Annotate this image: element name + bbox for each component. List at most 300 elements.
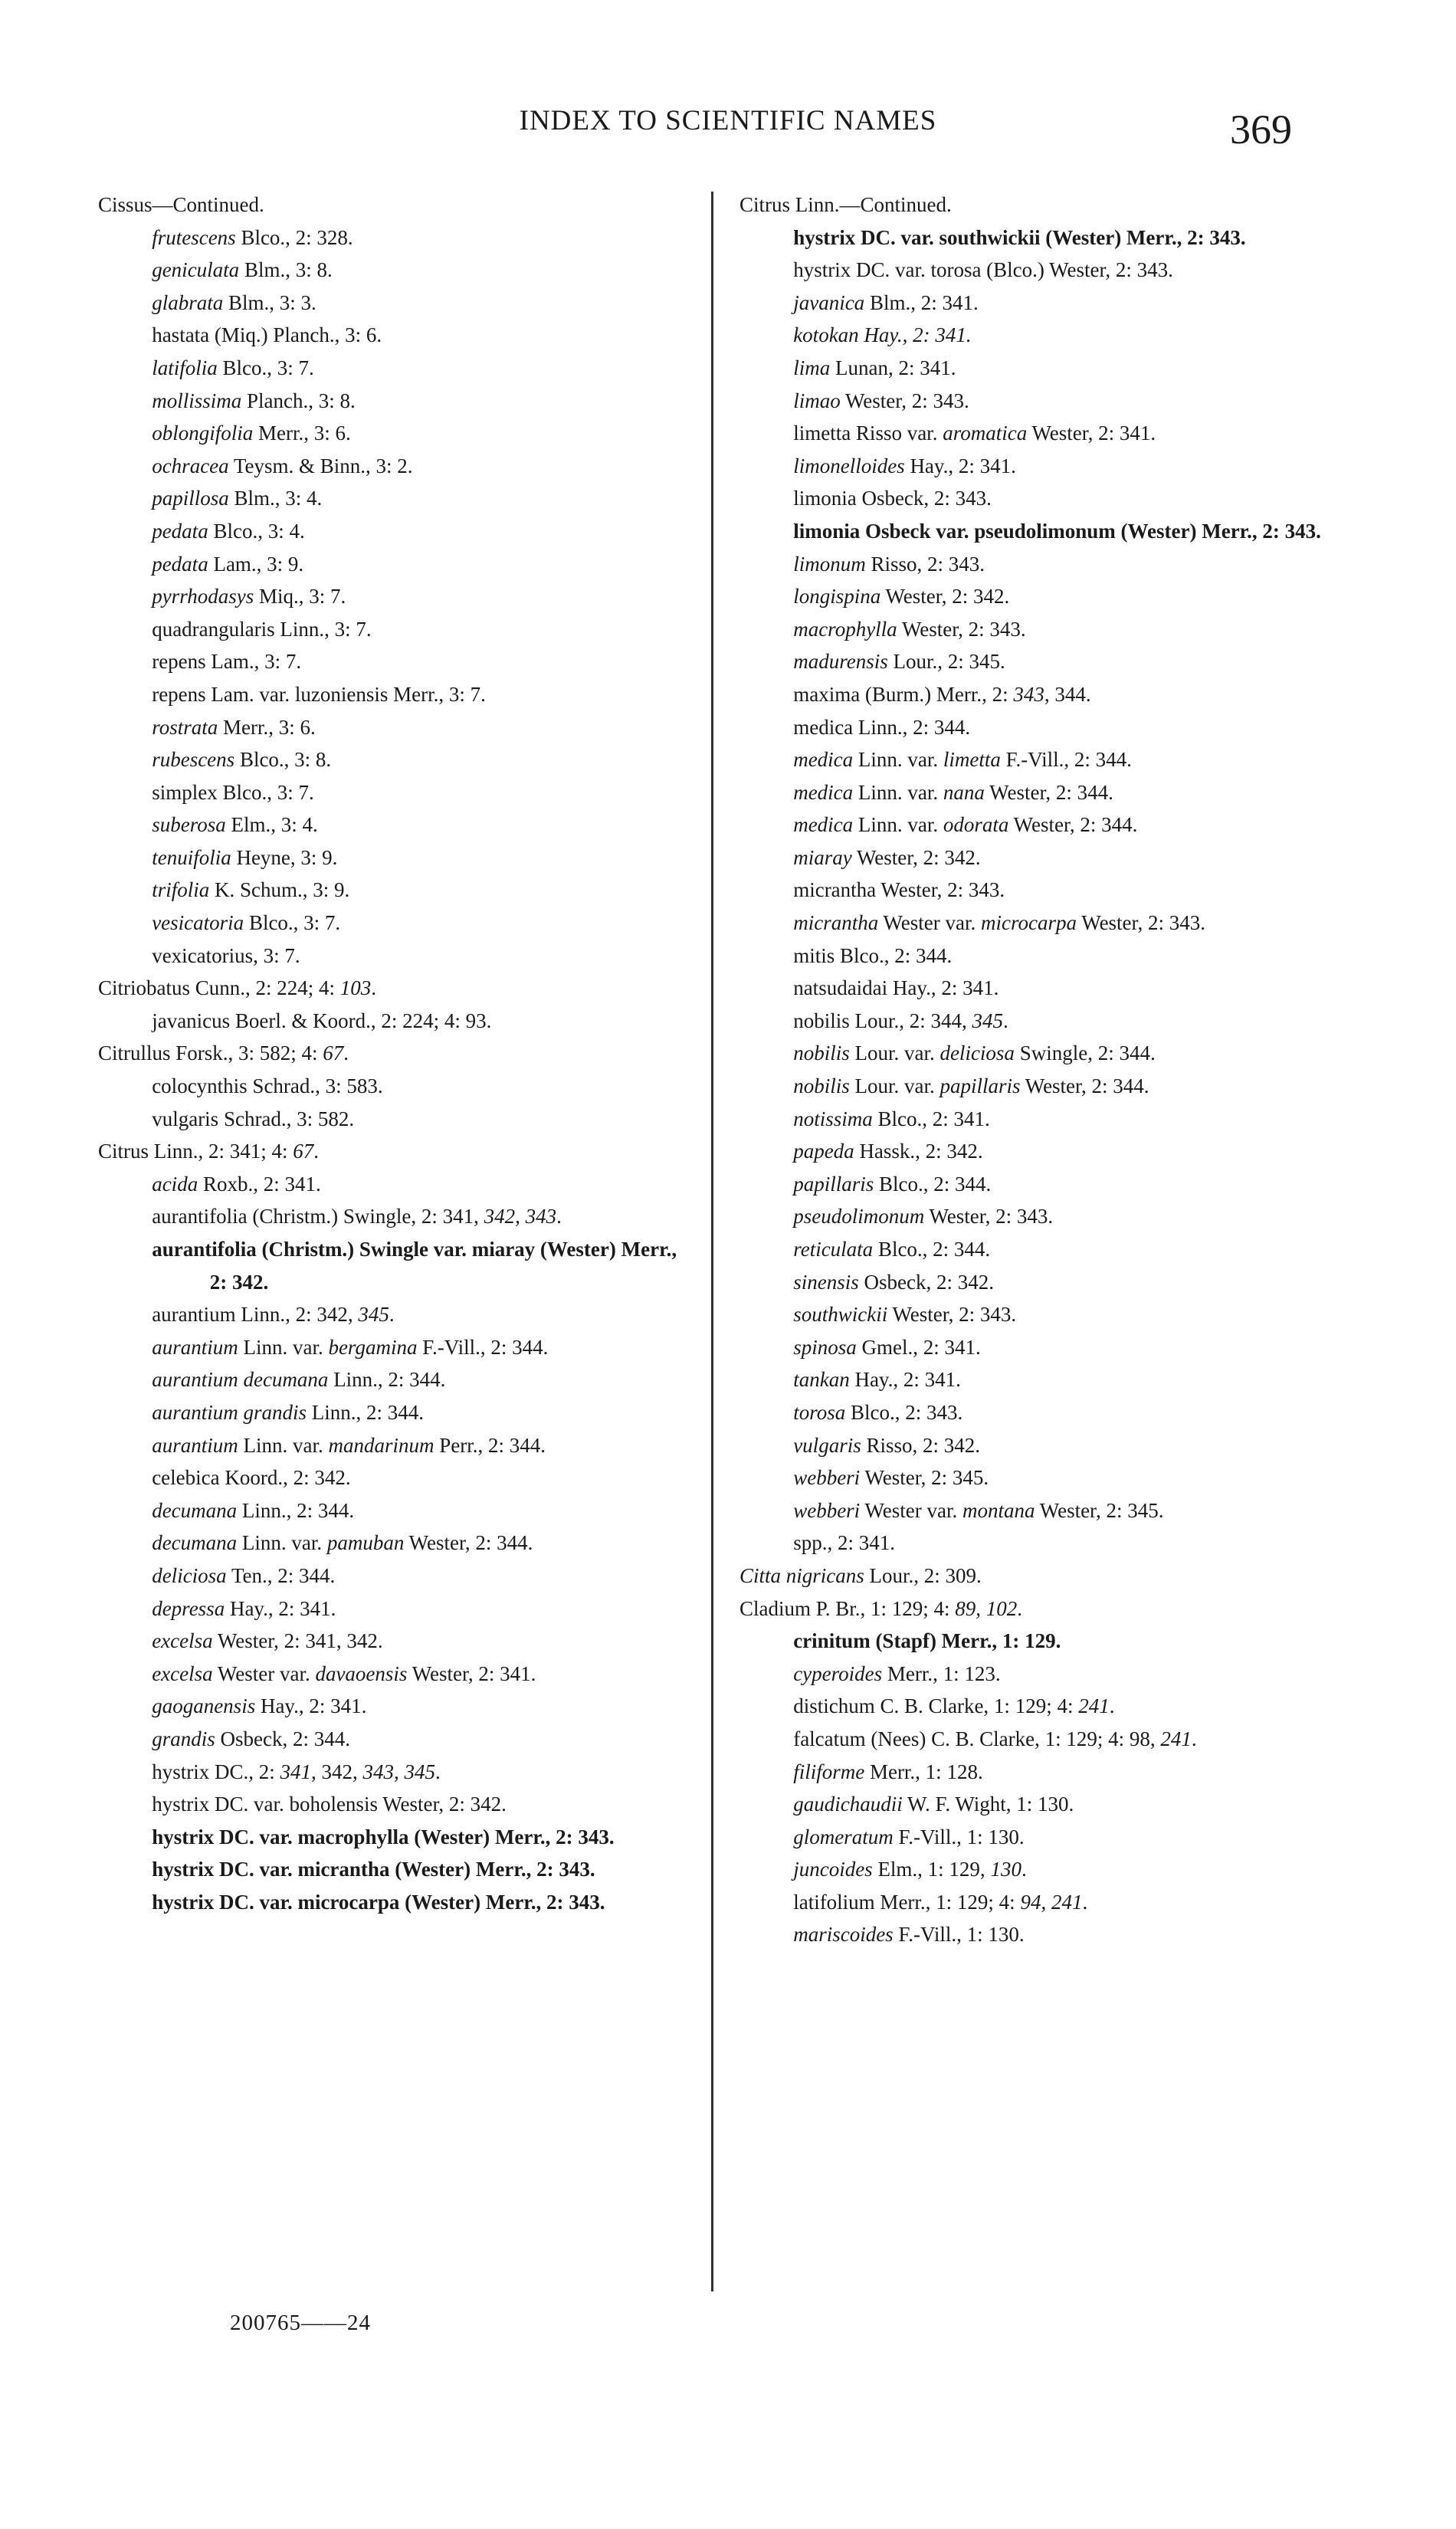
entry-text: Citta nigricans <box>739 1563 864 1587</box>
entry-text: macrophylla <box>793 617 897 641</box>
entry-text: southwickii <box>793 1303 888 1327</box>
entry-text: . <box>1082 1890 1088 1914</box>
index-entry <box>739 287 1337 320</box>
index-entry <box>739 580 1337 613</box>
entry-text: 241 <box>1078 1694 1110 1718</box>
entry-text: hystrix DC. var. southwickii (Wester) Merr., 2: 343. <box>793 225 1246 249</box>
entry-text: aurantifolia (Christm.) Swingle, 2: 341, <box>152 1205 484 1228</box>
entry-text: papillaris <box>793 1172 874 1196</box>
index-entry <box>98 711 696 744</box>
index-entry-genus <box>739 1593 1337 1625</box>
index-entry <box>739 1625 1337 1658</box>
entry-text: bergamina <box>328 1335 418 1359</box>
entry-text: Gmel., 2: 341. <box>856 1335 981 1359</box>
entry-text: latifolia <box>152 356 218 379</box>
entry-text: 94, 241 <box>1020 1890 1083 1914</box>
entry-text: Linn. var. <box>853 748 943 772</box>
entry-text: glomeratum <box>793 1825 894 1848</box>
entry-text: . <box>343 1041 349 1065</box>
entry-text: gaoganensis <box>152 1694 256 1718</box>
entry-text: cyperoides <box>793 1661 883 1685</box>
entry-text: 67 <box>293 1140 314 1163</box>
entry-text: microcarpa <box>981 911 1077 935</box>
entry-text: gaudichaudii <box>793 1793 903 1816</box>
entry-text: 67 <box>323 1041 344 1065</box>
index-entry <box>98 1200 696 1233</box>
index-entry <box>739 1853 1337 1886</box>
entry-text: limetta <box>943 748 1001 772</box>
entry-text: vesicatoria <box>152 911 244 935</box>
index-entry <box>98 1658 696 1691</box>
entry-text: oblongifolia <box>152 422 254 445</box>
entry-text: . <box>313 1140 320 1163</box>
entry-text: Citrus Linn.—Continued. <box>739 193 952 216</box>
entry-text: Perr., 2: 344. <box>434 1433 546 1457</box>
entry-text: falcatum (Nees) C. B. Clarke, 1: 129; 4: 98, <box>793 1727 1161 1750</box>
entry-text: Citrullus Forsk., 3: 582; 4: <box>98 1041 323 1065</box>
index-entry <box>739 1266 1337 1299</box>
entry-text: latifolium Merr., 1: 129; 4: <box>793 1890 1021 1914</box>
entry-text: spinosa <box>793 1335 857 1359</box>
entry-text: Osbeck, 2: 344. <box>215 1727 350 1750</box>
entry-text: limonelloides <box>793 454 905 477</box>
entry-text: W. F. Wight, 1: 130. <box>902 1793 1074 1816</box>
entry-text: mitis Blco., 2: 344. <box>793 943 953 967</box>
entry-text: longispina <box>793 585 881 608</box>
entry-text: . <box>371 976 377 1000</box>
index-entry <box>739 482 1337 515</box>
entry-text: 241 <box>1160 1727 1192 1750</box>
index-entry <box>739 972 1337 1005</box>
entry-text: . <box>1191 1727 1197 1750</box>
index-entry <box>739 940 1337 973</box>
entry-text: Planch., 3: 8. <box>241 389 356 412</box>
index-entry <box>98 385 696 418</box>
entry-text: Lour. var. <box>849 1074 940 1098</box>
entry-text: lima <box>793 356 831 379</box>
index-entry <box>739 1200 1337 1233</box>
entry-text: excelsa <box>152 1629 213 1653</box>
index-entry <box>739 1429 1337 1462</box>
entry-text: Merr., 3: 6. <box>253 422 351 445</box>
index-entry <box>98 1625 696 1658</box>
index-entry <box>98 515 696 548</box>
entry-text: colocynthis Schrad., 3: 583. <box>152 1074 383 1098</box>
index-entry <box>739 1658 1337 1691</box>
entry-text: Lunan, 2: 341. <box>830 356 956 379</box>
entry-text: Blm., 3: 8. <box>239 258 333 282</box>
index-entry <box>98 1461 696 1494</box>
entry-text: Risso, 2: 343. <box>865 552 985 576</box>
index-entry <box>739 1363 1337 1396</box>
entry-text: Blm., 2: 341. <box>864 290 979 314</box>
entry-text: nobilis <box>793 1041 850 1065</box>
index-entry <box>98 1429 696 1462</box>
entry-text: Wester, 2: 342. <box>851 845 981 869</box>
index-entry <box>739 1756 1337 1789</box>
index-entry <box>739 1135 1337 1168</box>
index-entry <box>98 940 696 973</box>
entry-text: medica Linn., 2: 344. <box>793 715 971 739</box>
entry-text: depressa <box>152 1596 225 1620</box>
entry-text: Linn., 2: 344. <box>306 1400 424 1424</box>
entry-text: Linn., 2: 344. <box>237 1498 355 1522</box>
entry-text: Wester, 2: 343. <box>897 617 1026 641</box>
index-entry-genus <box>98 189 696 221</box>
entry-text: . <box>556 1205 562 1228</box>
entry-text: , 342, <box>310 1760 363 1783</box>
index-entry <box>739 1103 1337 1136</box>
entry-text: Osbeck, 2: 342. <box>858 1270 994 1294</box>
entry-text: hystrix DC. var. macrophylla (Wester) Merr., 2: 343. <box>152 1825 615 1848</box>
entry-text: Wester, 2: 345. <box>860 1466 989 1490</box>
entry-text: Swingle, 2: 344. <box>1014 1041 1156 1065</box>
index-entry <box>739 1723 1337 1756</box>
entry-text: K. Schum., 3: 9. <box>209 878 350 902</box>
index-entry <box>98 221 696 254</box>
entry-text: madurensis <box>793 650 888 674</box>
entry-text: Blco., 2: 344. <box>874 1172 992 1196</box>
index-entry <box>98 645 696 678</box>
index-entry-genus <box>98 1037 696 1070</box>
entry-text: . <box>1002 1009 1008 1032</box>
entry-text: Linn. var. <box>237 1531 327 1555</box>
index-entry <box>98 809 696 841</box>
index-entry <box>98 254 696 287</box>
entry-text: trifolia <box>152 878 210 902</box>
entry-text: mandarinum <box>328 1433 435 1457</box>
entry-text: . <box>1109 1694 1115 1718</box>
entry-text: Risso, 2: 342. <box>861 1433 980 1457</box>
entry-text: sinensis <box>793 1270 859 1294</box>
index-entry <box>739 841 1337 874</box>
index-entry <box>98 1103 696 1136</box>
index-entry <box>739 319 1337 352</box>
index-entry <box>739 352 1337 385</box>
entry-text: Linn. var. <box>853 813 943 837</box>
index-entry <box>98 1690 696 1723</box>
entry-text: kotokan Hay., 2: 341. <box>793 323 972 347</box>
index-entry <box>739 254 1337 287</box>
index-entry-genus <box>98 972 696 1005</box>
entry-text: aurantium decumana <box>152 1368 329 1392</box>
index-entry <box>739 645 1337 678</box>
index-entry <box>98 613 696 646</box>
entry-text: Wester, 2: 341. <box>1027 422 1156 445</box>
index-entry <box>98 1331 696 1364</box>
entry-text: Hassk., 2: 342. <box>854 1140 983 1163</box>
entry-text: 130 <box>990 1858 1021 1881</box>
entry-text: davaoensis <box>315 1661 408 1685</box>
entry-text: Merr., 1: 128. <box>864 1760 983 1783</box>
index-entry <box>98 1070 696 1103</box>
index-entry <box>739 1396 1337 1429</box>
entry-text: quadrangularis Linn., 3: 7. <box>152 617 372 641</box>
entry-text: pseudolimonum <box>793 1205 925 1228</box>
entry-text: Wester, 2: 342. <box>880 585 1010 608</box>
entry-text: , 344. <box>1044 682 1091 706</box>
entry-text: maxima (Burm.) Merr., 2: <box>793 682 1014 706</box>
entry-text: Hay., 2: 341. <box>225 1596 336 1620</box>
entry-text: medica <box>793 780 854 804</box>
entry-text: Linn. var. <box>238 1433 329 1457</box>
entry-text: aromatica <box>943 422 1028 445</box>
entry-text: Cladium P. Br., 1: 129; 4: <box>739 1596 956 1620</box>
entry-text: limetta Risso var. <box>793 422 943 445</box>
index-entry <box>98 580 696 613</box>
index-entry <box>739 1886 1337 1919</box>
entry-text: 343, 345 <box>362 1760 435 1783</box>
index-entry <box>739 1788 1337 1821</box>
entry-text: pedata <box>152 552 208 576</box>
index-entry <box>739 385 1337 418</box>
index-entry <box>739 1005 1337 1038</box>
entry-text: pyrrhodasys <box>152 585 254 608</box>
entry-text: Wester, 2: 343. <box>924 1205 1054 1228</box>
entry-text: Hay., 2: 341. <box>849 1368 961 1392</box>
entry-text: Blco., 2: 328. <box>235 225 353 249</box>
index-entry <box>98 417 696 450</box>
index-entry <box>739 809 1337 841</box>
entry-text: limonia Osbeck, 2: 343. <box>793 487 992 510</box>
entry-text: F.-Vill., 2: 344. <box>1000 748 1132 772</box>
entry-text: Wester, 2: 344. <box>1020 1074 1149 1098</box>
entry-text: aurantium Linn., 2: 342, <box>152 1303 359 1327</box>
entry-text: miaray <box>793 845 852 869</box>
entry-text: Blco., 2: 341. <box>872 1107 990 1130</box>
entry-text: repens Lam., 3: 7. <box>152 650 302 674</box>
entry-text: Linn. var. <box>853 780 943 804</box>
entry-text: acida <box>152 1172 198 1196</box>
index-column-right <box>739 189 1337 1951</box>
index-entry <box>739 743 1337 776</box>
entry-text: javanicus Boerl. & Koord., 2: 224; 4: 93. <box>152 1009 492 1032</box>
index-entry <box>739 874 1337 907</box>
entry-text: vulgaris Schrad., 3: 582. <box>152 1107 355 1130</box>
entry-text: Wester, 2: 345. <box>1035 1498 1164 1522</box>
entry-text: pedata <box>152 519 208 543</box>
entry-text: Blco., 2: 343. <box>845 1400 963 1424</box>
index-entry <box>98 1853 696 1886</box>
entry-text: Elm., 3: 4. <box>225 813 318 837</box>
index-entry <box>739 1233 1337 1266</box>
index-entry <box>98 352 696 385</box>
entry-text: decumana <box>152 1531 238 1555</box>
index-entry <box>739 548 1337 581</box>
entry-text: spp., 2: 341. <box>793 1531 895 1555</box>
index-entry <box>739 515 1337 548</box>
entry-text: micrantha Wester, 2: 343. <box>793 878 1005 902</box>
entry-text: aurantium <box>152 1433 238 1457</box>
entry-text: medica <box>793 748 854 772</box>
entry-text: hystrix DC. var. micrantha (Wester) Merr., 2: 343. <box>152 1858 595 1881</box>
index-entry-genus <box>739 189 1337 221</box>
entry-text: suberosa <box>152 813 226 837</box>
entry-text: . <box>435 1760 441 1783</box>
entry-text: Blco., 3: 8. <box>234 748 332 772</box>
entry-text: Merr., 3: 6. <box>218 715 316 739</box>
entry-text: webberi <box>793 1498 861 1522</box>
entry-text: Linn. var. <box>238 1335 329 1359</box>
index-entry <box>739 1070 1337 1103</box>
entry-text: F.-Vill., 1: 130. <box>893 1825 1025 1848</box>
entry-text: nobilis <box>793 1074 850 1098</box>
entry-text: mariscoides <box>793 1923 894 1947</box>
entry-text: vulgaris <box>793 1433 861 1457</box>
entry-text: Teysm. & Binn., 3: 2. <box>228 454 413 477</box>
entry-text: Blco., 2: 344. <box>873 1238 991 1261</box>
entry-text: . <box>389 1303 395 1327</box>
page-number: 369 <box>1230 107 1292 153</box>
entry-text: medica <box>793 813 854 837</box>
index-entry <box>739 1918 1337 1951</box>
entry-text: Blco., 3: 7. <box>217 356 314 379</box>
index-entry <box>739 1821 1337 1854</box>
index-entry <box>739 1494 1337 1527</box>
entry-text: Wester, 2: 341, 342. <box>212 1629 383 1653</box>
entry-text: montana <box>962 1498 1035 1522</box>
index-entry-genus <box>739 1560 1337 1593</box>
entry-text: Blco., 3: 4. <box>208 519 305 543</box>
entry-text: natsudaidai Hay., 2: 341. <box>793 976 999 1000</box>
entry-text: F.-Vill., 2: 344. <box>417 1335 549 1359</box>
index-entry <box>739 450 1337 483</box>
index-entry <box>98 287 696 320</box>
entry-text: hystrix DC. var. boholensis Wester, 2: 342. <box>152 1793 507 1816</box>
entry-text: aurantium grandis <box>152 1400 307 1424</box>
index-entry <box>98 907 696 940</box>
index-entry <box>739 613 1337 646</box>
entry-text: filiforme <box>793 1760 865 1783</box>
entry-text: Elm., 1: 129, <box>872 1858 991 1881</box>
entry-text: limonum <box>793 552 866 576</box>
entry-text: nobilis Lour., 2: 344, <box>793 1009 972 1032</box>
entry-text: excelsa <box>152 1661 213 1685</box>
entry-text: 345 <box>358 1303 389 1327</box>
index-entry <box>98 1821 696 1854</box>
entry-text: Wester var. <box>860 1498 962 1522</box>
entry-text: Lour., 2: 345. <box>887 650 1005 674</box>
entry-text: Cissus—Continued. <box>98 193 264 216</box>
entry-text: 342, 343 <box>484 1205 557 1228</box>
entry-text: juncoides <box>793 1858 873 1881</box>
entry-text: Citrus Linn., 2: 341; 4: <box>98 1140 293 1163</box>
index-entry <box>739 1690 1337 1723</box>
index-entry <box>98 1494 696 1527</box>
index-entry <box>98 319 696 352</box>
entry-text: papillosa <box>152 487 229 510</box>
entry-text: . <box>1017 1596 1023 1620</box>
entry-text: deliciosa <box>940 1041 1015 1065</box>
entry-text: odorata <box>943 813 1009 837</box>
entry-text: 103 <box>339 976 372 1000</box>
index-entry <box>98 1723 696 1756</box>
entry-text: Wester, 2: 344. <box>1008 813 1138 837</box>
index-entry <box>739 1331 1337 1364</box>
index-entry <box>98 841 696 874</box>
entry-text: Wester, 2: 344. <box>404 1531 533 1555</box>
entry-text: celebica Koord., 2: 342. <box>152 1466 351 1490</box>
index-entry <box>739 1168 1337 1201</box>
entry-text: Citriobatus Cunn., 2: 224; 4: <box>98 976 340 1000</box>
index-entry <box>739 1461 1337 1494</box>
entry-text: webberi <box>793 1466 861 1490</box>
index-entry <box>98 1788 696 1821</box>
index-entry <box>739 221 1337 254</box>
entry-text: geniculata <box>152 258 240 282</box>
entry-text: papeda <box>793 1140 854 1163</box>
index-entry <box>739 907 1337 940</box>
index-entry <box>98 1396 696 1429</box>
index-entry <box>98 1560 696 1593</box>
column-divider <box>711 192 713 2291</box>
entry-text: Linn., 2: 344. <box>328 1368 446 1392</box>
entry-text: hystrix DC. var. microcarpa (Wester) Merr., 2: 343. <box>152 1890 605 1914</box>
entry-text: Lam., 3: 9. <box>208 552 304 576</box>
index-entry <box>98 743 696 776</box>
index-entry <box>98 1756 696 1789</box>
entry-text: Blm., 3: 4. <box>228 487 323 510</box>
index-entry <box>98 1233 696 1298</box>
entry-text: decumana <box>152 1498 238 1522</box>
running-header: INDEX TO SCIENTIFIC NAMES <box>519 105 937 136</box>
index-entry <box>98 1363 696 1396</box>
entry-text: hystrix DC. var. torosa (Blco.) Wester, 2: 343. <box>793 258 1173 282</box>
entry-text: Wester, 2: 344. <box>984 780 1113 804</box>
index-entry <box>98 1168 696 1201</box>
entry-text: limao <box>793 389 841 412</box>
entry-text: mollissima <box>152 389 242 412</box>
entry-text: javanica <box>793 290 865 314</box>
index-entry <box>98 1886 696 1919</box>
entry-text: distichum C. B. Clarke, 1: 129; 4: <box>793 1694 1079 1718</box>
entry-text: Lour., 2: 309. <box>864 1563 982 1587</box>
entry-text: notissima <box>793 1107 873 1130</box>
entry-text: repens Lam. var. luzoniensis Merr., 3: 7. <box>152 682 486 706</box>
entry-text: Wester, 2: 343. <box>840 389 969 412</box>
entry-text: Blco., 3: 7. <box>244 911 341 935</box>
entry-text: Wester var. <box>878 911 981 935</box>
entry-text: Ten., 2: 344. <box>226 1563 336 1587</box>
index-entry <box>98 1593 696 1625</box>
entry-text: torosa <box>793 1400 846 1424</box>
entry-text: aurantifolia (Christm.) Swingle var. miaray (Wester) Merr., 2: 342. <box>152 1238 677 1294</box>
entry-text: nana <box>943 780 985 804</box>
entry-text: tenuifolia <box>152 845 231 869</box>
entry-text: micrantha <box>793 911 879 935</box>
entry-text: Blm., 3: 3. <box>223 290 316 314</box>
entry-text: simplex Blco., 3: 7. <box>152 780 314 804</box>
entry-text: F.-Vill., 1: 130. <box>893 1923 1025 1947</box>
entry-text: grandis <box>152 1727 215 1750</box>
entry-text: limonia Osbeck var. pseudolimonum (Wester) Merr., 2: 343. <box>793 519 1321 543</box>
entry-text: frutescens <box>152 225 236 249</box>
entry-text: glabrata <box>152 290 224 314</box>
index-entry <box>98 1298 696 1331</box>
index-entry <box>98 548 696 581</box>
entry-text: Hay., 2: 341. <box>255 1694 367 1718</box>
index-entry <box>98 678 696 711</box>
entry-text: Merr., 1: 123. <box>882 1661 1001 1685</box>
entry-text: aurantium <box>152 1335 238 1359</box>
entry-text: Wester, 2: 343. <box>887 1303 1017 1327</box>
index-entry <box>98 776 696 809</box>
entry-text: rostrata <box>152 715 218 739</box>
entry-text: papillaris <box>940 1074 1021 1098</box>
entry-text: Lour. var. <box>849 1041 940 1065</box>
printer-signature: 200765——24 <box>230 2311 371 2335</box>
entry-text: 341 <box>280 1760 311 1783</box>
